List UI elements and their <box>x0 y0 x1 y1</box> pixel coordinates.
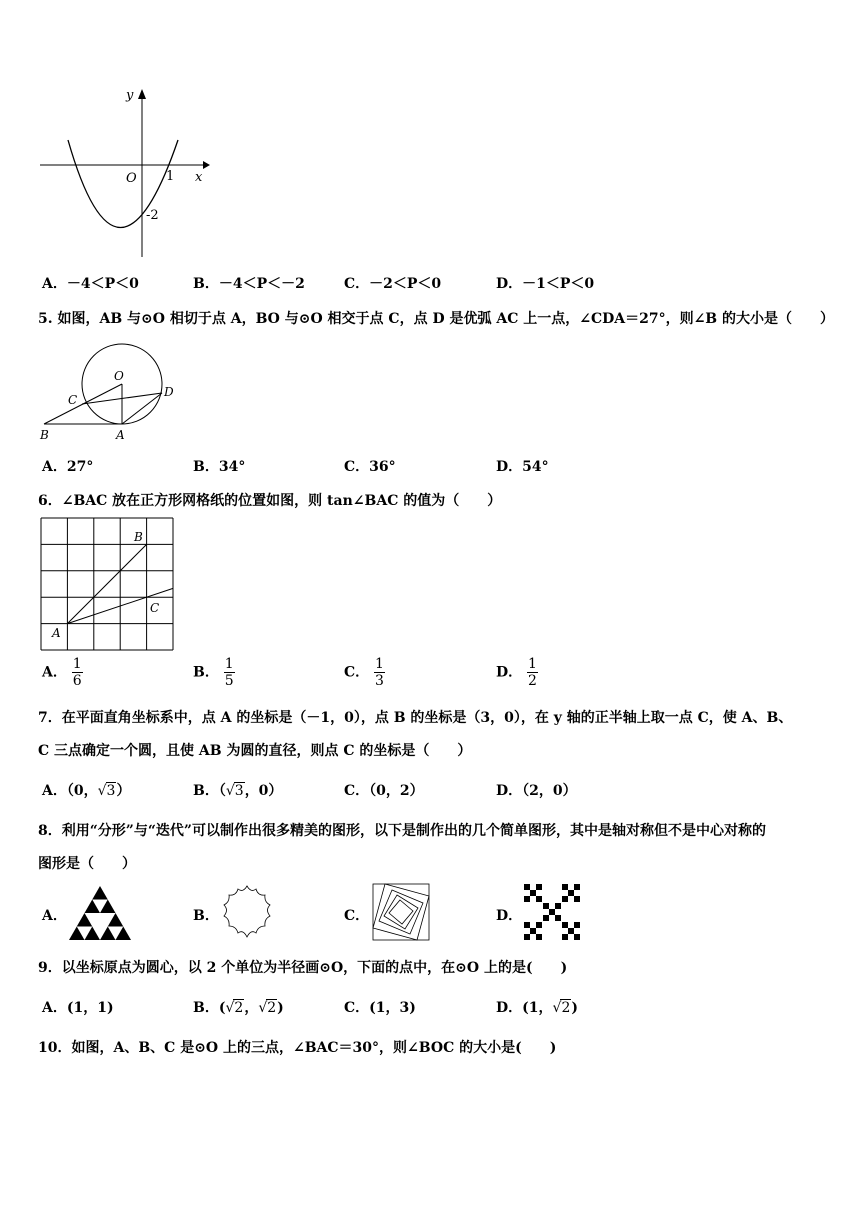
q5-option-c: C．36° <box>344 459 396 475</box>
q9-option-a: A．(1，1) <box>42 1000 114 1016</box>
q8-rotating-squares-figure <box>372 883 430 941</box>
q4-option-b: B．－4＜P＜－2 <box>193 276 305 292</box>
q4-parabola-graph <box>38 85 213 260</box>
q8-checker-x-figure <box>524 884 580 940</box>
q7-line2: C 三点确定一个圆，且使 AB 为圆的直径，则点 C 的坐标是（ ） <box>38 743 472 759</box>
q8-option-d-label: D． <box>496 908 523 924</box>
q6-label-b: B <box>134 530 143 544</box>
q6-option-c: C． $\frac{1}{3}$ <box>344 656 384 689</box>
q4-option-c: C．－2＜P＜0 <box>344 276 442 292</box>
q5-circle-figure <box>36 338 186 446</box>
q6-fraction-d: $\frac{1}{2}$ <box>528 656 537 689</box>
q6-label-a: A <box>52 626 61 640</box>
q6-option-a: A． $\frac{1}{6}$ <box>42 656 82 689</box>
q4-option-a: A．－4＜P＜0 <box>42 276 139 292</box>
q6-label-c: C <box>150 601 160 615</box>
q5-option-d: D．54° <box>496 459 549 475</box>
q8-line2: 图形是（ ） <box>38 856 136 872</box>
q4-axis-y: y <box>126 88 134 103</box>
q6-option-b: B． $\frac{1}{5}$ <box>193 656 234 689</box>
q6-fraction-c: $\frac{1}{3}$ <box>375 656 384 689</box>
q8-option-c-label: C． <box>344 908 370 924</box>
q7-option-a: A．（0，√3） <box>42 783 131 799</box>
q8-option-a-label: A． <box>42 908 67 924</box>
q5-text: 5. 如图，AB 与⊙O 相切于点 A，BO 与⊙O 相交于点 C，点 D 是优弧 AC 上一点，∠CDA＝27°，则∠B 的大小是（ ） <box>38 311 835 327</box>
q6-grid-figure <box>38 515 178 651</box>
q8-line1: 8．利用“分形”与“迭代”可以制作出很多精美的图形，以下是制作出的几个简单图形，其中是轴对称但不是中心对称的 <box>38 823 766 839</box>
q8-koch-snowflake-figure <box>218 883 276 941</box>
q10-text: 10．如图，A、B、C 是⊙O 上的三点，∠BAC＝30°，则∠BOC 的大小是( ) <box>38 1040 557 1056</box>
q4-option-d: D．－1＜P＜0 <box>496 276 595 292</box>
q4-tick-x: 1 <box>166 169 175 184</box>
q4-origin: O <box>126 171 137 186</box>
q5-option-b: B．34° <box>193 459 246 475</box>
q6-text: 6．∠BAC 放在正方形网格纸的位置如图，则 tan∠BAC 的值为（ ） <box>38 493 502 509</box>
q7-line1: 7．在平面直角坐标系中，点 A 的坐标是（－1，0），点 B 的坐标是（3，0），在 y 轴的正半轴上取一点 C，使 A、B、 <box>38 710 793 726</box>
q5-option-a: A．27° <box>42 459 94 475</box>
q5-label-c: C <box>68 393 78 407</box>
q9-option-b: B．(√2，√2) <box>193 1000 284 1016</box>
q8-sierpinski-triangle-figure <box>68 885 132 941</box>
q9-option-d: D．(1，√2) <box>496 1000 578 1016</box>
q7-option-c: C．（0，2） <box>344 783 424 799</box>
q8-option-b-label: B． <box>193 908 219 924</box>
q5-label-b: B <box>40 428 49 442</box>
q5-label-a: A <box>116 428 125 442</box>
q7-option-b: B．（√3，0） <box>193 783 283 799</box>
q4-axis-x: x <box>195 170 203 185</box>
q6-fraction-b: $\frac{1}{5}$ <box>224 656 234 689</box>
q6-option-d: D． $\frac{1}{2}$ <box>496 656 537 689</box>
q9-option-c: C．(1，3) <box>344 1000 416 1016</box>
q5-label-o: O <box>114 369 124 383</box>
q4-tick-y: -2 <box>146 208 159 223</box>
q9-text: 9．以坐标原点为圆心，以 2 个单位为半径画⊙O，下面的点中，在⊙O 上的是( ) <box>38 960 568 976</box>
q5-label-d: D <box>164 385 174 399</box>
q7-option-d: D．（2，0） <box>496 783 577 799</box>
q6-fraction-a: $\frac{1}{6}$ <box>72 656 82 689</box>
